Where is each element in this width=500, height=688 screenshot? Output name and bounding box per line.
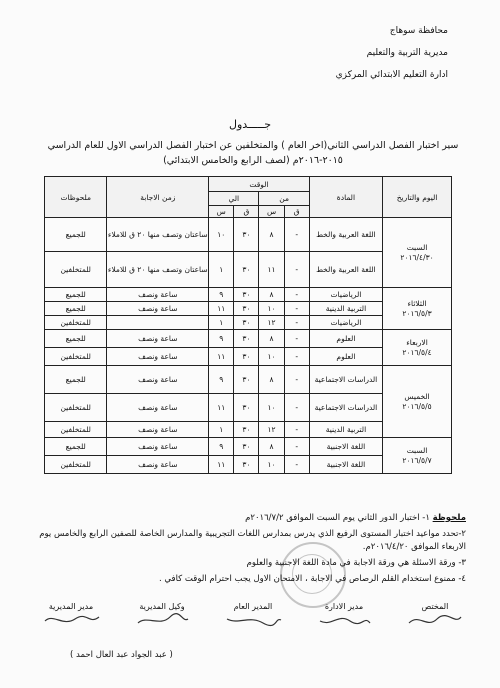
from-min-cell: - (284, 316, 309, 330)
col-header-duration: زمن الاجابة (107, 177, 209, 218)
from-hour-cell: ١٠ (259, 394, 284, 422)
document-subtitle: سير اختبار الفصل الدراسي الثاني(اخر العام ) والمتخلفين عن اختبار الفصل الدراسي الاول للعام الدراسي ٢٠١٥-٢٠١٦م (لصف الرابع والخامس الابتدائي) (47, 140, 459, 166)
to-min-cell: ٣٠ (234, 394, 259, 422)
subject-cell: التربية الدينية (309, 422, 382, 438)
note-4: ٤- ممنوع استخدام القلم الرصاص في الاجابة ، الامتحان الاول يجب احترام الوقت كافي . (159, 574, 466, 584)
from-hour-cell: ١٠ (259, 302, 284, 316)
signature-title: مدير المديرية (48, 602, 94, 611)
document-title: جـــــدول (229, 118, 271, 131)
note-1 (26, 512, 466, 525)
day-name: السبت (406, 242, 428, 252)
from-min-cell: - (284, 218, 309, 252)
from-hour-cell: ١٢ (259, 316, 284, 330)
duration-cell: ساعة ونصف (107, 302, 209, 316)
to-min-cell: ٣٠ (234, 348, 259, 366)
subject-cell: الدراسات الاجتماعية (309, 366, 382, 394)
notes-cell: للمتخلفين (45, 348, 107, 366)
notes-cell: للمتخلفين (45, 394, 107, 422)
day-cell (383, 330, 452, 366)
col-header-from: من (259, 192, 309, 206)
to-hour-cell: ١١ (209, 456, 234, 474)
day-date: ٢٠١٦/٥/٣ (402, 308, 432, 318)
day-cell (383, 218, 452, 288)
from-hour-cell: ٨ (259, 438, 284, 456)
to-hour-cell: ١١ (209, 394, 234, 422)
duration-cell: ساعة ونصف (107, 288, 209, 302)
from-min-cell: - (284, 252, 309, 288)
to-min-cell: ٣٠ (234, 422, 259, 438)
subject-cell: اللغة الاجنبية (309, 456, 382, 474)
directorate-line: مديرية التربية والتعليم (366, 48, 448, 58)
from-min-cell: - (284, 456, 309, 474)
to-min-cell: ٣٠ (234, 366, 259, 394)
from-min-cell: - (284, 422, 309, 438)
notes-cell: للجميع (45, 302, 107, 316)
from-min-cell: - (284, 302, 309, 316)
table-row (45, 438, 452, 456)
signature-title: المختص (421, 602, 449, 611)
to-hour-cell: ٩ (209, 288, 234, 302)
subject-cell: العلوم (309, 348, 382, 366)
notes-cell: للجميع (45, 330, 107, 348)
col-header-to-min: ق (234, 206, 259, 218)
from-hour-cell: ٨ (259, 218, 284, 252)
from-hour-cell: ١٠ (259, 456, 284, 474)
signature-title: وكيل المديرية (139, 602, 185, 611)
col-header-day: اليوم والتاريخ (383, 177, 452, 218)
duration-cell: ساعة ونصف (107, 348, 209, 366)
subject-cell: الرياضيات (309, 288, 382, 302)
col-header-time: الوقت (209, 177, 310, 192)
signature-block (131, 602, 193, 631)
note-3: ٣- ورقة الاسئلة هي ورقة الاجابة في مادة اللغة الاجنبية والعلوم (246, 558, 466, 568)
duration-cell: ساعتان وتصف منها ٢٠ ق للاملاء (107, 252, 209, 288)
duration-cell: ساعة ونصف (107, 422, 209, 438)
duration-cell: ساعتان وتصف منها ٢٠ ق للاملاء (107, 218, 209, 252)
from-min-cell: - (284, 394, 309, 422)
to-hour-cell: ١ (209, 252, 234, 288)
from-min-cell: - (284, 330, 309, 348)
signature-block (313, 602, 375, 631)
col-header-to-hour: س (209, 206, 234, 218)
governorate-line: محافظة سوهاج (389, 26, 448, 36)
notes-cell: للجميع (45, 366, 107, 394)
from-hour-cell: ١١ (259, 252, 284, 288)
to-min-cell: ٣٠ (234, 218, 259, 252)
letterhead (288, 20, 448, 86)
notes-cell: للمتخلفين (45, 422, 107, 438)
duration-cell: ساعة ونصف (107, 366, 209, 394)
from-hour-cell: ١٠ (259, 348, 284, 366)
notes-cell: للجميع (45, 438, 107, 456)
notes-cell: للجميع (45, 288, 107, 302)
typist-name: ( عبد الجواد عبد العال احمد ) (70, 650, 173, 660)
day-cell (383, 366, 452, 438)
handwritten-signature-icon (223, 611, 283, 629)
to-min-cell: ٣٠ (234, 302, 259, 316)
day-name: الثلاثاء (407, 298, 427, 308)
handwritten-signature-icon (314, 611, 374, 629)
to-hour-cell: ١٠ (209, 218, 234, 252)
day-name: الخميس (404, 391, 430, 401)
to-hour-cell: ٩ (209, 330, 234, 348)
signature-block (222, 602, 284, 631)
from-min-cell: - (284, 438, 309, 456)
col-header-to: الي (209, 192, 259, 206)
subject-cell: اللغة العربية والخط (309, 218, 382, 252)
col-header-from-min: ق (284, 206, 309, 218)
handwritten-signature-icon (41, 611, 101, 629)
notes-cell: للجميع (45, 218, 107, 252)
table-row (45, 330, 452, 348)
table-row (45, 218, 452, 252)
to-hour-cell: ٩ (209, 438, 234, 456)
to-min-cell: ٣٠ (234, 456, 259, 474)
to-hour-cell: ١ (209, 316, 234, 330)
subject-cell: الرياضيات (309, 316, 382, 330)
signature-title: مدير الادارة (324, 602, 364, 611)
from-hour-cell: ١٢ (259, 422, 284, 438)
signature-block (40, 602, 102, 631)
signature-block (404, 602, 466, 631)
to-min-cell: ٣٠ (234, 252, 259, 288)
duration-cell: ساعة ونصف (107, 394, 209, 422)
day-date: ٢٠١٦/٥/٧ (402, 455, 432, 465)
from-min-cell: - (284, 288, 309, 302)
duration-cell: ساعة ونصف (107, 456, 209, 474)
table-row (45, 366, 452, 394)
day-date: ٢٠١٦/٥/٤ (402, 347, 432, 357)
handwritten-signature-icon (132, 611, 192, 629)
notes-section (26, 512, 466, 589)
subject-cell: اللغة العربية والخط (309, 252, 382, 288)
to-hour-cell: ٩ (209, 366, 234, 394)
notes-cell: للمتخلفين (45, 456, 107, 474)
note-1-text: ١- اختبار الدور الثاني يوم السبت الموافق ٢٠١٦/٧/٢م (245, 513, 430, 523)
handwritten-signature-icon (405, 611, 465, 629)
to-min-cell: ٣٠ (234, 288, 259, 302)
subject-cell: اللغة الاجنبية (309, 438, 382, 456)
day-date: ٢٠١٦/٥/٥ (402, 401, 432, 411)
signature-title: المدير العام (233, 602, 273, 611)
day-cell (383, 438, 452, 474)
from-hour-cell: ٨ (259, 366, 284, 394)
to-hour-cell: ١١ (209, 302, 234, 316)
to-hour-cell: ١١ (209, 348, 234, 366)
day-date: ٢٠١٦/٤/٣٠ (400, 252, 434, 262)
to-min-cell: ٣٠ (234, 438, 259, 456)
from-min-cell: - (284, 366, 309, 394)
administration-line: ادارة التعليم الابتدائي المركزي (335, 70, 448, 80)
duration-cell: ساعة ونصف (107, 330, 209, 348)
duration-cell (107, 316, 209, 330)
notes-label: ملحوظة (432, 513, 466, 523)
col-header-from-hour: س (259, 206, 284, 218)
day-cell (383, 288, 452, 330)
subject-cell: التربية الدينية (309, 302, 382, 316)
exam-schedule-table (44, 176, 452, 474)
signature-row (40, 602, 466, 631)
subject-cell: العلوم (309, 330, 382, 348)
from-hour-cell: ٨ (259, 330, 284, 348)
to-min-cell: ٣٠ (234, 330, 259, 348)
notes-cell: للمتخلفين (45, 252, 107, 288)
col-header-notes: ملحوظات (45, 177, 107, 218)
duration-cell: ساعة ونصف (107, 438, 209, 456)
table-row (45, 288, 452, 302)
to-hour-cell: ١ (209, 422, 234, 438)
day-name: الاربعاء (406, 337, 428, 347)
from-min-cell: - (284, 348, 309, 366)
day-name: السبت (406, 445, 428, 455)
subject-cell: الدراسات الاجتماعية (309, 394, 382, 422)
from-hour-cell: ٨ (259, 288, 284, 302)
note-2: ٢-تحدد مواعيد اختبار المستوى الرفيع الذي يدرس بمدارس اللغات التجريبية والمدارس الخاصة للصفين الرابع والخامس يوم الاربعاء الموافق ٢٠١٦/٤/٢٠م. (39, 529, 466, 552)
notes-cell: للمتخلفين (45, 316, 107, 330)
col-header-subject: المادة (309, 177, 382, 218)
to-min-cell: ٣٠ (234, 316, 259, 330)
